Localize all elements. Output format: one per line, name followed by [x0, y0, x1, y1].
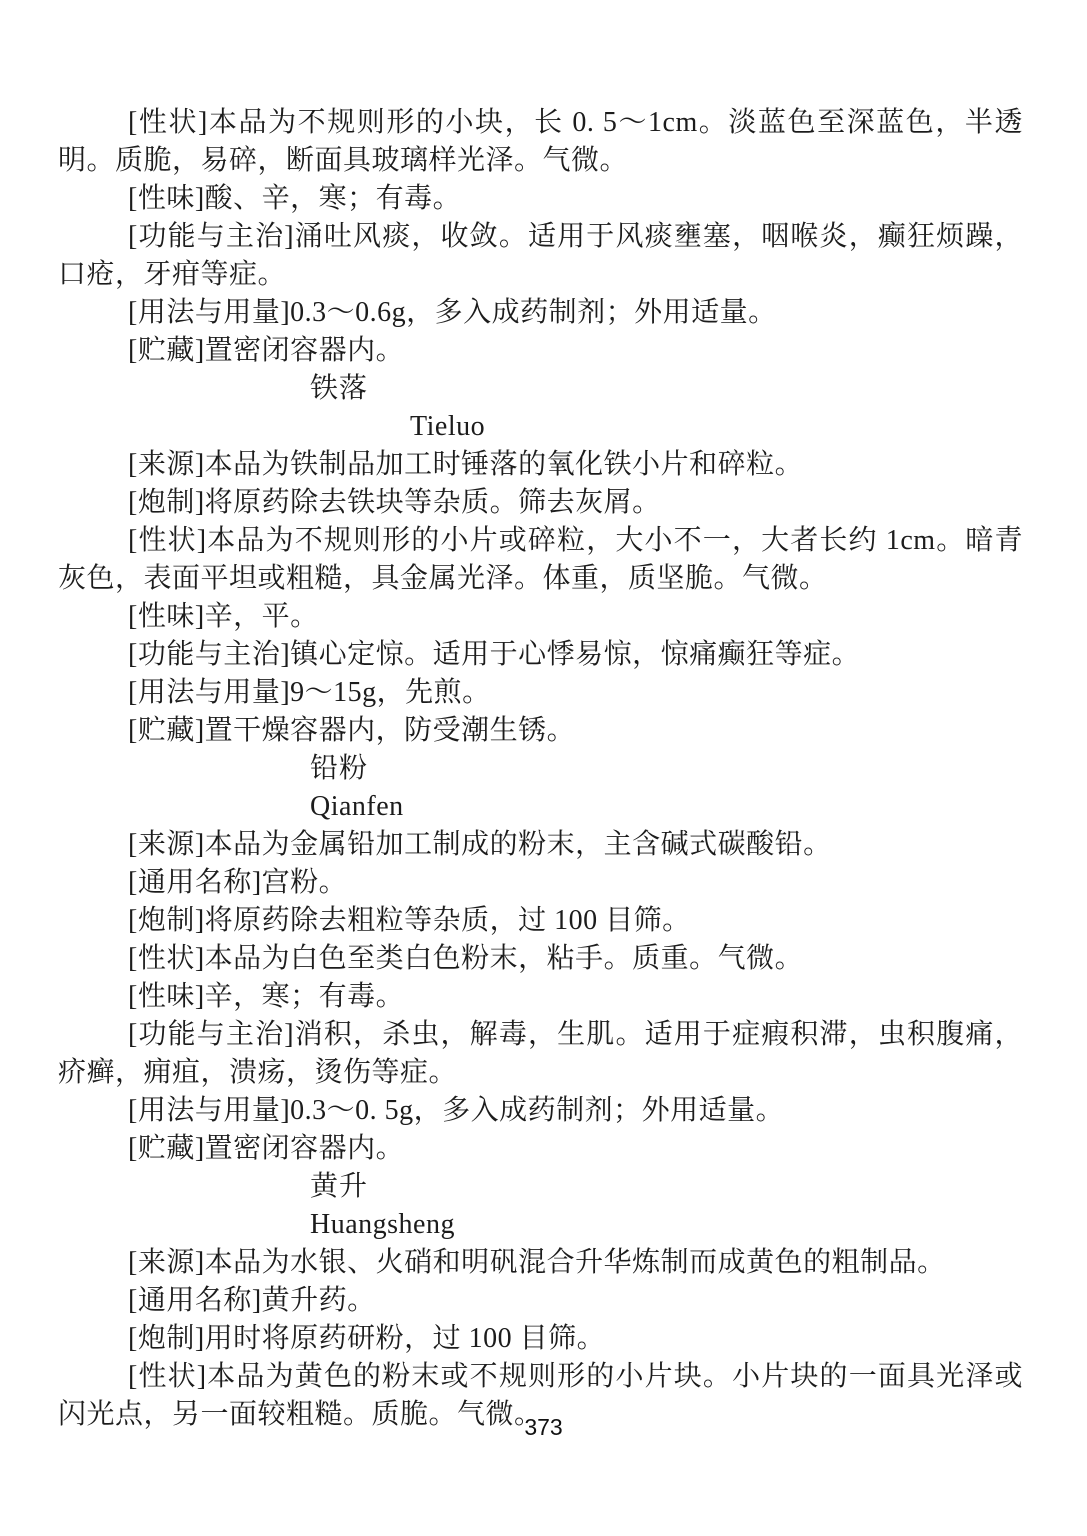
- paragraph: [性味]辛，寒；有毒。: [128, 981, 405, 1012]
- paragraph: [用法与用量]0.3～0.6g，多入成药制剂；外用适量。: [128, 297, 777, 328]
- paragraph: [通用名称]宫粉。: [128, 867, 348, 898]
- entry-title-pinyin: Tieluo: [410, 411, 486, 442]
- paragraph: [用法与用量]9～15g，先煎。: [128, 677, 491, 708]
- paragraph: [性味]酸、辛，寒；有毒。: [128, 183, 462, 214]
- paragraph: [炮制]将原药除去铁块等杂质。筛去灰屑。: [128, 487, 661, 518]
- paragraph: [贮藏]置密闭容器内。: [128, 1133, 405, 1164]
- paragraph: [性状]本品为白色至类白色粉末，粘手。质重。气微。: [128, 943, 804, 974]
- paragraph: [性状]本品为不规则形的小块，长 0. 5～1cm。淡蓝色至深蓝色，半透明。质脆，易碎，断面具玻璃样光泽。气微。: [58, 107, 1023, 176]
- page-number: 373: [524, 1414, 563, 1440]
- paragraph: [贮藏]置干燥容器内，防受潮生锈。: [128, 715, 576, 746]
- paragraph: [炮制]用时将原药研粉，过 100 目筛。: [128, 1323, 606, 1354]
- entry-tieluo: [58, 370, 1023, 750]
- document-body: [58, 104, 1023, 1434]
- entry-title-pinyin: Huangsheng: [310, 1209, 455, 1240]
- paragraph: [功能与主治]消积，杀虫，解毒，生肌。适用于症瘕积滞，虫积腹痛，疥癣，痈疽，溃疡，烫伤等症。: [58, 1019, 1023, 1088]
- entry-title-cn: 铁落: [310, 373, 369, 404]
- paragraph: [性状]本品为不规则形的小片或碎粒，大小不一，大者长约 1cm。暗青灰色，表面平坦或粗糙，具金属光泽。体重，质坚脆。气微。: [58, 525, 1023, 594]
- entry-title-cn: 黄升: [310, 1171, 369, 1202]
- entry-qianfen: [58, 750, 1023, 1168]
- paragraph: [来源]本品为水银、火硝和明矾混合升华炼制而成黄色的粗制品。: [128, 1247, 946, 1278]
- paragraph: [贮藏]置密闭容器内。: [128, 335, 405, 366]
- paragraph: [通用名称]黄升药。: [128, 1285, 376, 1316]
- entry-huangsheng: [58, 1168, 1023, 1434]
- paragraph: [性状]本品为黄色的粉末或不规则形的小片块。小片块的一面具光泽或闪光点，另一面较粗糙。质脆。气微。: [58, 1361, 1023, 1430]
- entry-title-cn: 铅粉: [310, 753, 369, 784]
- paragraph: [用法与用量]0.3～0. 5g，多入成药制剂；外用适量。: [128, 1095, 785, 1126]
- paragraph: [功能与主治]涌吐风痰，收敛。适用于风痰壅塞，咽喉炎，癫狂烦躁，口疮，牙疳等症。: [58, 221, 1023, 290]
- paragraph: [来源]本品为铁制品加工时锤落的氧化铁小片和碎粒。: [128, 449, 804, 480]
- paragraph: [性味]辛，平。: [128, 601, 319, 632]
- entry-title-pinyin: Qianfen: [310, 791, 404, 822]
- paragraph: [来源]本品为金属铅加工制成的粉末，主含碱式碳酸铅。: [128, 829, 832, 860]
- paragraph: [炮制]将原药除去粗粒等杂质，过 100 目筛。: [128, 905, 691, 936]
- paragraph: [功能与主治]镇心定惊。适用于心悸易惊，惊痛癫狂等症。: [128, 639, 861, 670]
